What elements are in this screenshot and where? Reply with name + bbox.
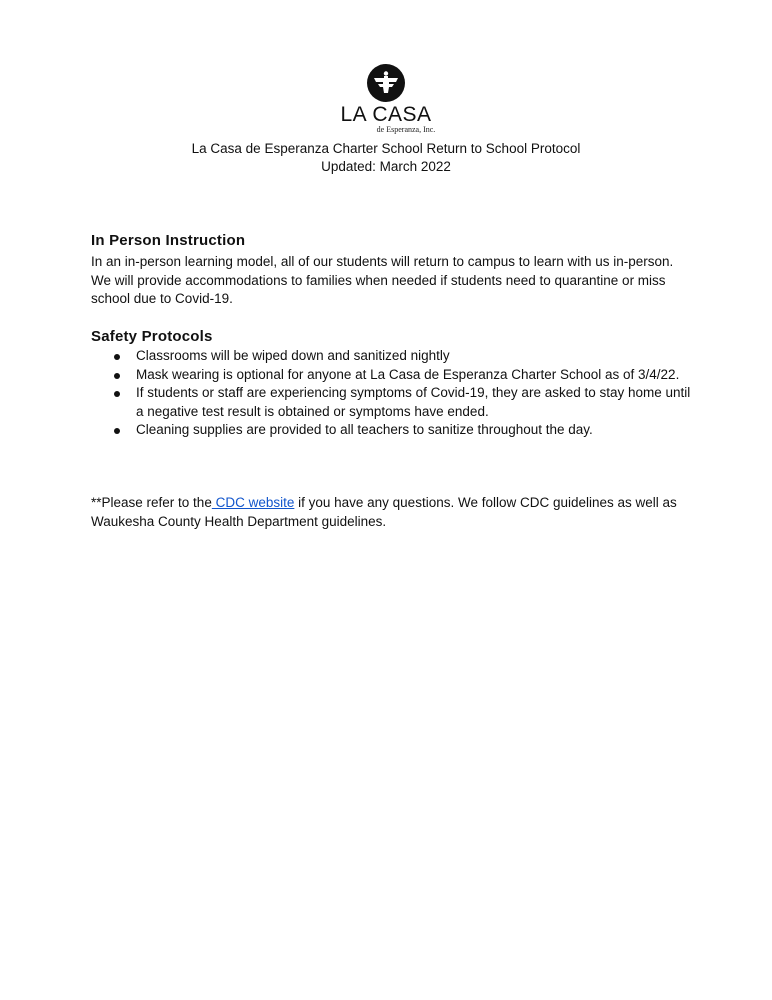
section-heading-in-person: In Person Instruction <box>91 232 246 249</box>
logo-name: LA CASA <box>340 103 432 126</box>
cdc-website-link[interactable]: CDC website <box>211 495 295 510</box>
list-item: Cleaning supplies are provided to all teachers to sanitize throughout the day. <box>91 421 691 440</box>
logo-subtitle: de Esperanza, Inc. <box>376 125 436 134</box>
bullet-icon <box>114 428 120 434</box>
list-item: If students or staff are experiencing symptoms of Covid-19, they are asked to stay home until a negative test result is obtained or symptoms have ended. <box>91 384 691 421</box>
list-item: Mask wearing is optional for anyone at La Casa de Esperanza Charter School as of 3/4/22. <box>91 366 691 385</box>
in-person-paragraph: In an in-person learning model, all of our students will return to campus to learn with us in-person. We will provide accommodations to families when needed if students need to quarantine or miss school due to Covid-19. <box>91 254 674 306</box>
bullet-icon <box>114 373 120 379</box>
eagle-emblem-icon <box>366 63 406 103</box>
document-title: La Casa de Esperanza Charter School Return to School Protocol <box>191 141 581 156</box>
bullet-icon <box>114 354 120 360</box>
list-item: Classrooms will be wiped down and sanitized nightly <box>91 347 691 366</box>
footer-note <box>91 494 691 531</box>
updated-date: Updated: March 2022 <box>321 159 451 174</box>
safety-protocol-list <box>91 347 691 440</box>
section-heading-safety: Safety Protocols <box>91 328 213 345</box>
document-header <box>0 140 772 176</box>
footer-note-suffix: if you have any questions. We follow CDC guidelines as well as Waukesha County Health Department guidelines. <box>91 495 677 529</box>
bullet-icon <box>114 391 120 397</box>
footer-note-prefix: **Please refer to the <box>91 495 212 510</box>
school-logo <box>0 63 772 134</box>
